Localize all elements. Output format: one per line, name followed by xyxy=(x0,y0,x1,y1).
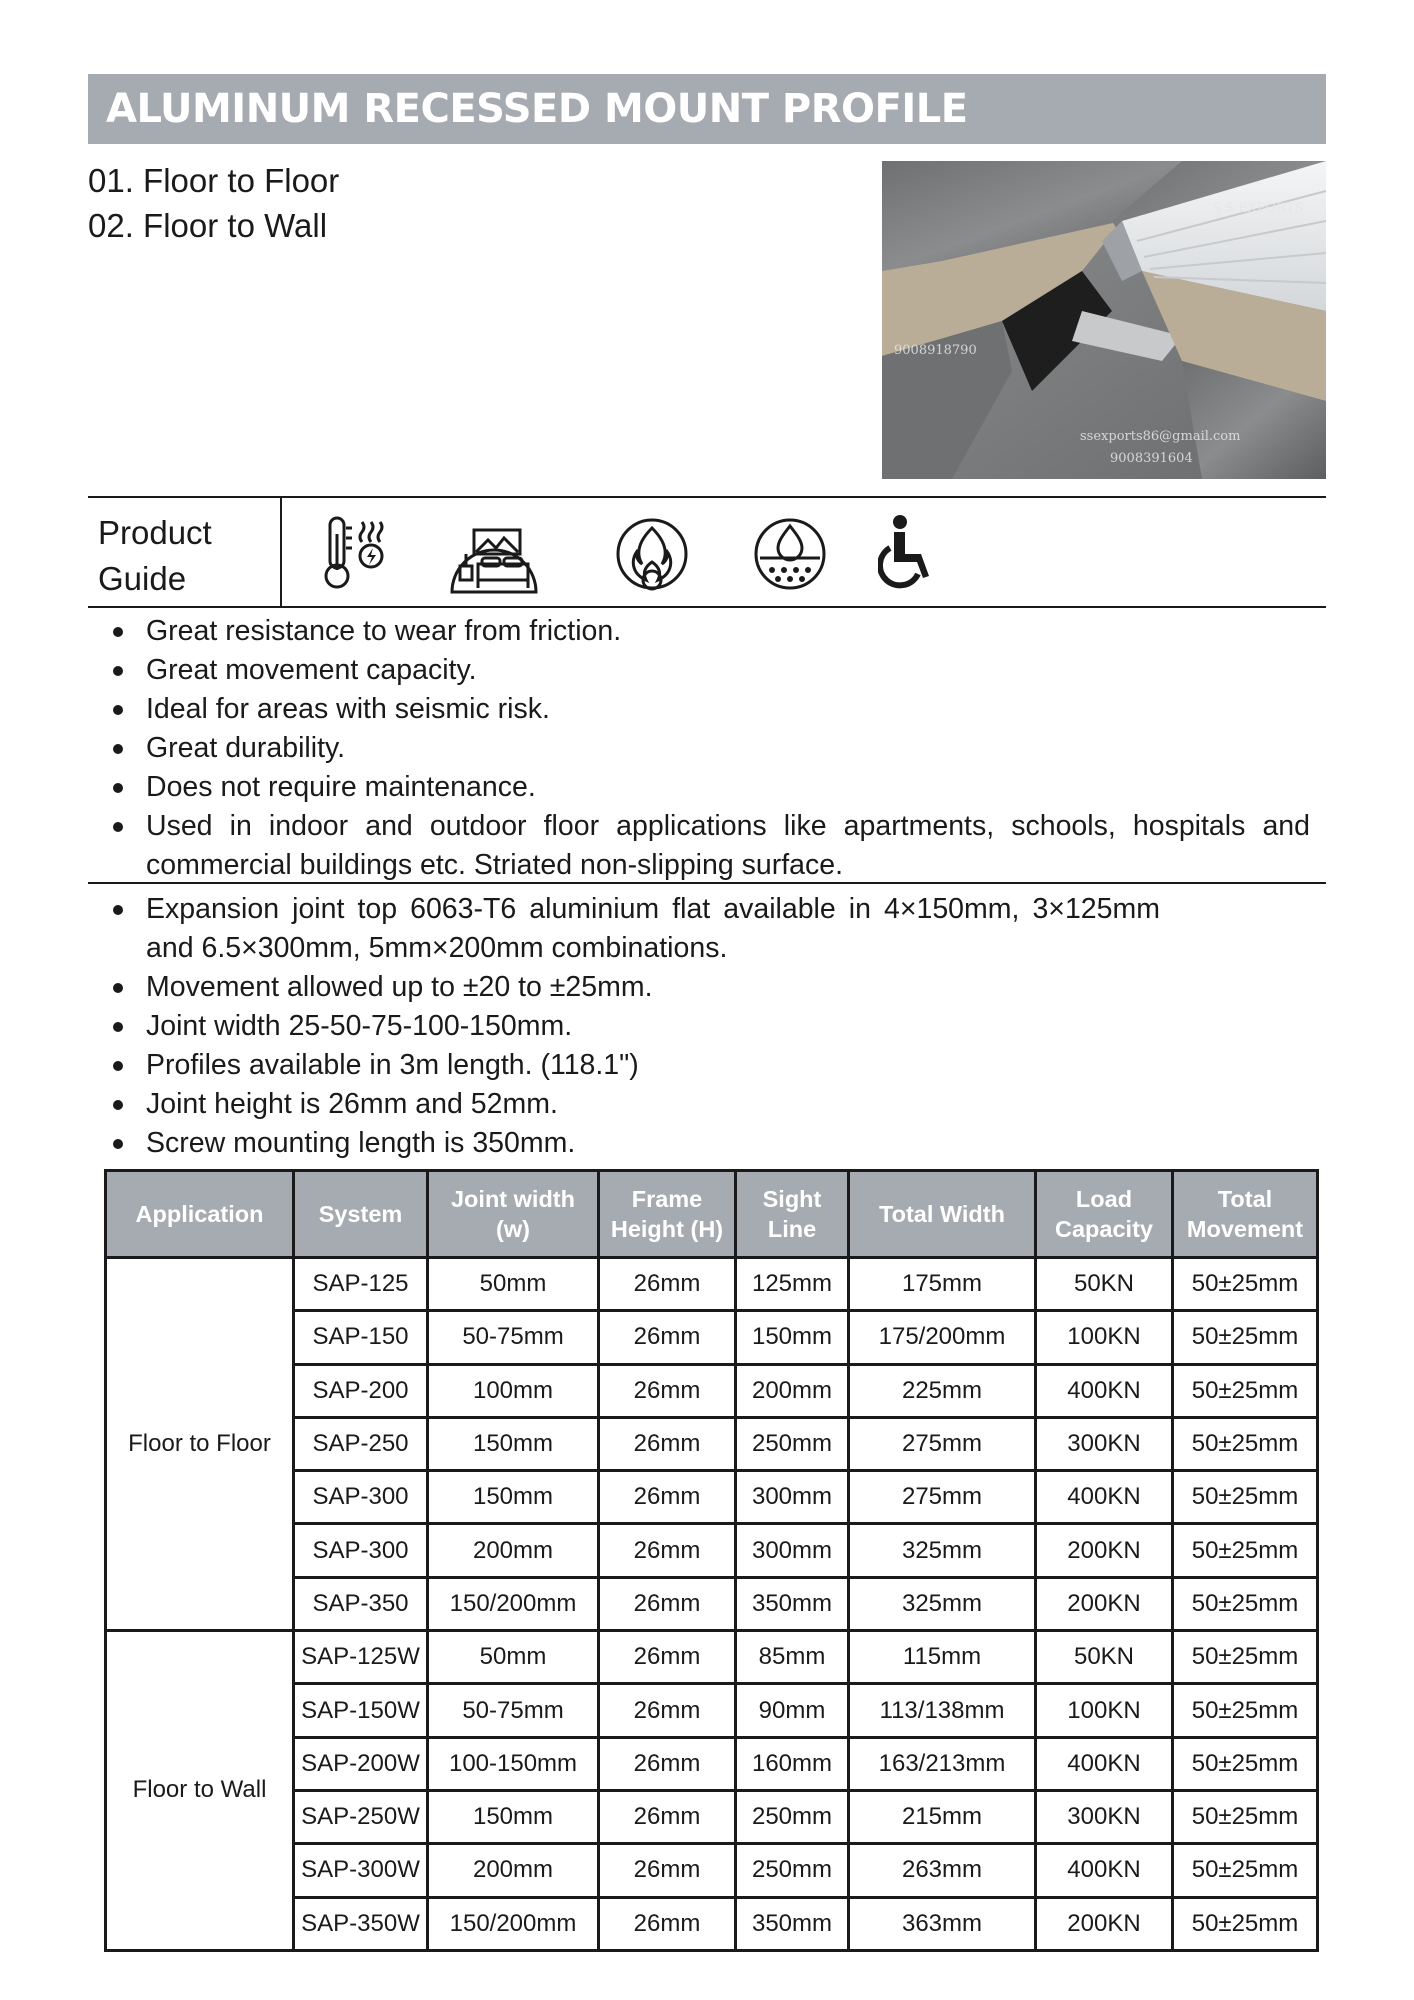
watermark-brand: S S EXPORTS xyxy=(1212,201,1304,216)
list-item: Ideal for areas with seismic risk. xyxy=(88,690,1310,729)
list-item: Does not require maintenance. xyxy=(88,768,1310,807)
table-cell: 400KN xyxy=(1036,1471,1173,1524)
thermometer-heat-icon xyxy=(316,514,388,592)
table-row xyxy=(106,1631,1318,1684)
table-cell: 50mm xyxy=(428,1258,599,1311)
table-cell: 250mm xyxy=(736,1417,849,1470)
table-cell: SAP-125 xyxy=(294,1258,428,1311)
column-header-load-capacity: Load Capacity xyxy=(1036,1171,1173,1258)
table-cell: 26mm xyxy=(599,1844,736,1897)
table-cell: 263mm xyxy=(849,1844,1036,1897)
table-cell: SAP-200 xyxy=(294,1364,428,1417)
table-cell: 50±25mm xyxy=(1173,1790,1318,1843)
table-cell: SAP-150W xyxy=(294,1684,428,1737)
list-item: Profiles available in 3m length. (118.1") xyxy=(88,1046,1310,1085)
table-cell: 150mm xyxy=(428,1790,599,1843)
page-title: ALUMINUM RECESSED MOUNT PROFILE xyxy=(88,74,1326,144)
table-cell: 50±25mm xyxy=(1173,1737,1318,1790)
section-divider xyxy=(88,882,1326,884)
table-cell: 26mm xyxy=(599,1417,736,1470)
table-cell: 50±25mm xyxy=(1173,1524,1318,1577)
table-cell: 26mm xyxy=(599,1790,736,1843)
table-cell: 100-150mm xyxy=(428,1737,599,1790)
column-header-total-movement: Total Movement xyxy=(1173,1171,1318,1258)
table-cell: 50±25mm xyxy=(1173,1577,1318,1630)
table-cell: 50±25mm xyxy=(1173,1417,1318,1470)
list-item: Joint width 25-50-75-100-150mm. xyxy=(88,1007,1310,1046)
specification-table xyxy=(104,1169,1319,1952)
table-cell: 26mm xyxy=(599,1471,736,1524)
table-cell: 200KN xyxy=(1036,1524,1173,1577)
list-item: Joint height is 26mm and 52mm. xyxy=(88,1085,1310,1124)
column-header-joint-width: Joint width (w) xyxy=(428,1171,599,1258)
table-cell: 50-75mm xyxy=(428,1311,599,1364)
table-cell: 50±25mm xyxy=(1173,1258,1318,1311)
table-cell: 200KN xyxy=(1036,1897,1173,1950)
table-cell: 125mm xyxy=(736,1258,849,1311)
table-cell: 50±25mm xyxy=(1173,1897,1318,1950)
list-item: Great resistance to wear from friction. xyxy=(88,612,1310,651)
wheelchair-icon xyxy=(878,514,934,594)
table-cell: 163/213mm xyxy=(849,1737,1036,1790)
fire-resistance-icon xyxy=(612,514,692,594)
list-item: Expansion joint top 6063-T6 aluminium flat available in 4×150mm, 3×125mm and 6.5×300mm, 5mm×200mm combinations. xyxy=(88,890,1310,968)
table-cell: SAP-300 xyxy=(294,1524,428,1577)
column-header-sight-line: Sight Line xyxy=(736,1171,849,1258)
list-item: Screw mounting length is 350mm. xyxy=(88,1124,1310,1163)
list-item: Great durability. xyxy=(88,729,1310,768)
table-cell: 26mm xyxy=(599,1364,736,1417)
features-list-technical xyxy=(88,890,1310,1163)
application-cell: Floor to Floor xyxy=(106,1258,294,1631)
table-cell: 26mm xyxy=(599,1311,736,1364)
table-cell: 400KN xyxy=(1036,1364,1173,1417)
table-cell: 26mm xyxy=(599,1577,736,1630)
list-item: Great movement capacity. xyxy=(88,651,1310,690)
table-cell: 300KN xyxy=(1036,1417,1173,1470)
table-cell: 150mm xyxy=(428,1417,599,1470)
table-cell: SAP-300 xyxy=(294,1471,428,1524)
table-cell: 26mm xyxy=(599,1524,736,1577)
table-cell: 175/200mm xyxy=(849,1311,1036,1364)
table-cell: 200mm xyxy=(428,1524,599,1577)
table-cell: SAP-250W xyxy=(294,1790,428,1843)
table-cell: 50±25mm xyxy=(1173,1631,1318,1684)
table-cell: 350mm xyxy=(736,1577,849,1630)
table-row xyxy=(106,1258,1318,1311)
table-cell: 26mm xyxy=(599,1684,736,1737)
table-cell: 250mm xyxy=(736,1844,849,1897)
table-cell: 50±25mm xyxy=(1173,1471,1318,1524)
table-cell: 275mm xyxy=(849,1471,1036,1524)
waterproof-icon xyxy=(750,514,830,594)
table-cell: 26mm xyxy=(599,1737,736,1790)
application-cell: Floor to Wall xyxy=(106,1631,294,1951)
bedroom-icon xyxy=(446,514,542,594)
table-cell: 215mm xyxy=(849,1790,1036,1843)
table-cell: SAP-350 xyxy=(294,1577,428,1630)
table-cell: 50mm xyxy=(428,1631,599,1684)
table-cell: 50KN xyxy=(1036,1631,1173,1684)
table-cell: SAP-125W xyxy=(294,1631,428,1684)
table-cell: 50±25mm xyxy=(1173,1311,1318,1364)
product-photo xyxy=(882,161,1326,479)
table-cell: 150mm xyxy=(428,1471,599,1524)
table-cell: 26mm xyxy=(599,1631,736,1684)
list-item: Used in indoor and outdoor floor applications like apartments, schools, hospitals and commercial buildings etc. Striated non-slipping surface. xyxy=(88,807,1310,885)
watermark-phone: 9008391604 xyxy=(1110,451,1193,466)
table-cell: 26mm xyxy=(599,1258,736,1311)
table-cell: 250mm xyxy=(736,1790,849,1843)
table-cell: 160mm xyxy=(736,1737,849,1790)
table-cell: 325mm xyxy=(849,1524,1036,1577)
table-cell: 150/200mm xyxy=(428,1577,599,1630)
table-cell: 325mm xyxy=(849,1577,1036,1630)
watermark-phone: 9008918790 xyxy=(894,343,977,358)
application-list xyxy=(88,158,339,248)
table-cell: 50KN xyxy=(1036,1258,1173,1311)
table-cell: 300mm xyxy=(736,1471,849,1524)
application-item: 02. Floor to Wall xyxy=(88,207,328,244)
product-guide xyxy=(88,496,1326,608)
table-cell: 200mm xyxy=(736,1364,849,1417)
table-cell: 85mm xyxy=(736,1631,849,1684)
table-cell: SAP-150 xyxy=(294,1311,428,1364)
table-cell: 50±25mm xyxy=(1173,1684,1318,1737)
table-cell: 150/200mm xyxy=(428,1897,599,1950)
table-cell: 200mm xyxy=(428,1844,599,1897)
table-cell: 200KN xyxy=(1036,1577,1173,1630)
features-list-general xyxy=(88,612,1310,885)
table-cell: 300mm xyxy=(736,1524,849,1577)
table-cell: 50±25mm xyxy=(1173,1844,1318,1897)
product-guide-label: Product Guide xyxy=(88,498,282,606)
table-cell: 275mm xyxy=(849,1417,1036,1470)
column-header-system: System xyxy=(294,1171,428,1258)
table-cell: 175mm xyxy=(849,1258,1036,1311)
table-cell: 300KN xyxy=(1036,1790,1173,1843)
table-cell: 225mm xyxy=(849,1364,1036,1417)
table-cell: 100KN xyxy=(1036,1311,1173,1364)
application-item: 01. Floor to Floor xyxy=(88,162,340,199)
table-cell: SAP-350W xyxy=(294,1897,428,1950)
column-header-application: Application xyxy=(106,1171,294,1258)
table-cell: 115mm xyxy=(849,1631,1036,1684)
table-cell: 100mm xyxy=(428,1364,599,1417)
table-header-row xyxy=(106,1171,1318,1258)
table-cell: 50±25mm xyxy=(1173,1364,1318,1417)
watermark-email: ssexports86@gmail.com xyxy=(1080,429,1241,444)
table-cell: 400KN xyxy=(1036,1737,1173,1790)
table-cell: 150mm xyxy=(736,1311,849,1364)
list-item: Movement allowed up to ±20 to ±25mm. xyxy=(88,968,1310,1007)
column-header-total-width: Total Width xyxy=(849,1171,1036,1258)
table-cell: 363mm xyxy=(849,1897,1036,1950)
table-cell: 400KN xyxy=(1036,1844,1173,1897)
table-cell: 113/138mm xyxy=(849,1684,1036,1737)
table-cell: 26mm xyxy=(599,1897,736,1950)
table-cell: 350mm xyxy=(736,1897,849,1950)
column-header-frame-height: Frame Height (H) xyxy=(599,1171,736,1258)
table-cell: 100KN xyxy=(1036,1684,1173,1737)
table-cell: SAP-250 xyxy=(294,1417,428,1470)
table-cell: 90mm xyxy=(736,1684,849,1737)
table-cell: SAP-200W xyxy=(294,1737,428,1790)
table-cell: 50-75mm xyxy=(428,1684,599,1737)
table-cell: SAP-300W xyxy=(294,1844,428,1897)
